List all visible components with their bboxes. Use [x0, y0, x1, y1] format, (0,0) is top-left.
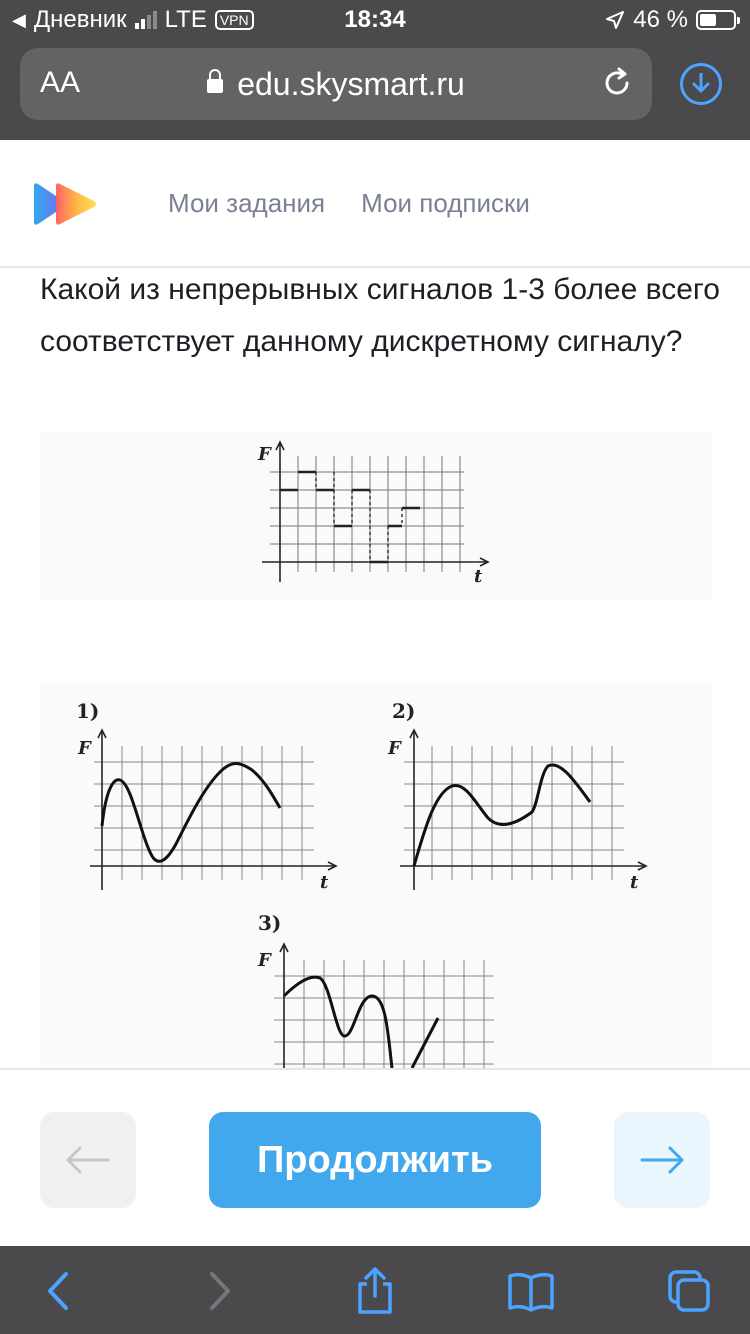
network-label: LTE [164, 6, 207, 33]
arrow-right-icon [614, 1112, 710, 1208]
back-icon[interactable] [34, 1266, 84, 1316]
graph-3-label: 3) [258, 911, 282, 935]
lock-icon [207, 79, 223, 93]
graph-1-label: 1) [76, 699, 100, 723]
graph-2-x-label: t [630, 872, 639, 893]
continuous-signals-figure [40, 684, 712, 1068]
address-bar[interactable] [20, 48, 652, 120]
download-arrow-icon [691, 73, 711, 95]
y-axis-label: F [258, 444, 271, 465]
graph-3 [257, 911, 494, 1068]
graph-1-x-label: t [320, 872, 329, 893]
discrete-signal-figure [40, 432, 712, 600]
graph-2-y-label: F [388, 738, 401, 759]
graph-1-y-label: F [78, 738, 91, 759]
question-text: Какой из непрерывных сигналов 1-3 более всего соответствует данному дискретному сигналу? [40, 273, 720, 358]
status-time: 18:34 [344, 6, 406, 33]
carrier-label[interactable]: Дневник [33, 6, 127, 33]
battery-percent: 46 % [633, 6, 688, 33]
reload-icon[interactable] [600, 66, 634, 100]
task-navigation [0, 1068, 750, 1246]
forward-icon[interactable] [194, 1266, 244, 1316]
x-axis-label: t [474, 566, 483, 587]
skysmart-logo[interactable] [32, 182, 98, 226]
graph-2-label: 2) [392, 699, 416, 723]
status-bar [0, 0, 750, 40]
continuous-signals-graphs [40, 684, 712, 1068]
tabs-icon[interactable] [664, 1266, 714, 1316]
arrow-left-icon [40, 1112, 136, 1208]
status-right [605, 6, 736, 34]
browser-chrome [0, 0, 750, 140]
back-to-app-icon[interactable]: ◀ [12, 9, 26, 30]
battery-icon [696, 10, 736, 30]
url-text: edu.skysmart.ru [237, 66, 465, 102]
graph-3-y-label: F [258, 950, 271, 971]
downloads-button[interactable] [680, 63, 722, 105]
nav-my-tasks[interactable]: Мои задания [168, 188, 326, 218]
previous-button[interactable] [40, 1112, 136, 1208]
discrete-signal-graph [40, 432, 712, 600]
graph-2 [387, 699, 646, 893]
site-nav [168, 188, 530, 219]
vpn-badge: VPN [215, 10, 254, 30]
nav-my-subscriptions[interactable]: Мои подписки [361, 188, 530, 218]
next-button[interactable] [614, 1112, 710, 1208]
url-display[interactable] [20, 66, 652, 103]
graph-1 [76, 699, 336, 893]
bookmarks-icon[interactable] [506, 1266, 556, 1316]
location-icon [605, 10, 625, 30]
text-size-label: AA [40, 66, 81, 99]
site-header [0, 140, 750, 268]
continue-button[interactable]: Продолжить [209, 1112, 541, 1208]
browser-toolbar [0, 1246, 750, 1334]
share-icon[interactable] [350, 1266, 400, 1316]
